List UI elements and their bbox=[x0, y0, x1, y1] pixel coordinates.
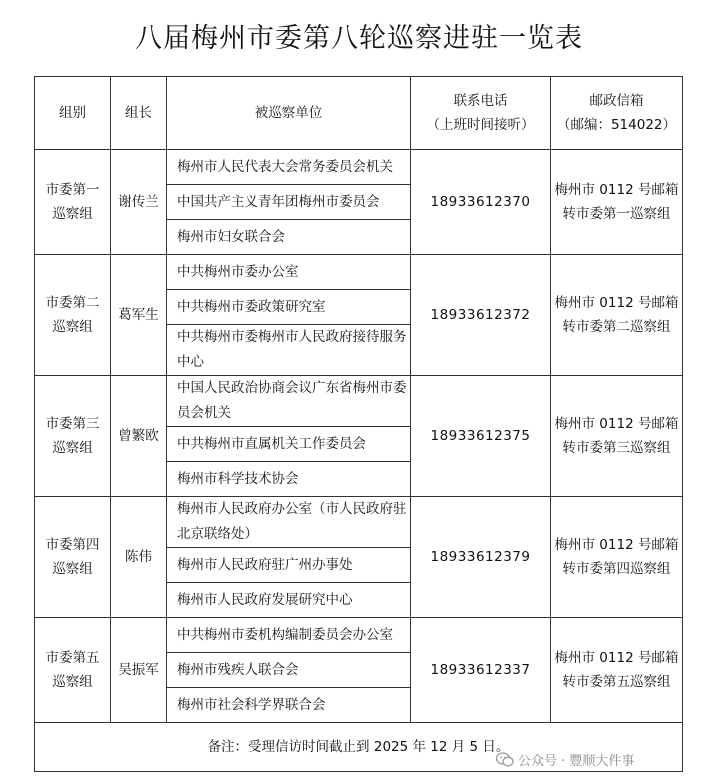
mailbox-line1: 梅州市 0112 号邮箱 bbox=[554, 416, 679, 432]
inspected-unit: 梅州市人民政府发展研究中心 bbox=[167, 583, 411, 618]
watermark-text: 公众号 · 豐顺大件事 bbox=[518, 754, 635, 769]
mailbox-line2: 转市委第五巡察组 bbox=[562, 674, 671, 690]
group-leader: 曾繁欧 bbox=[111, 376, 167, 497]
page-title: 八届梅州市委第八轮巡察进驻一览表 bbox=[135, 23, 583, 54]
postal-mailbox bbox=[551, 150, 683, 255]
inspected-unit: 中共梅州市直属机关工作委员会 bbox=[167, 427, 411, 462]
inspected-unit: 梅州市人民政府驻广州办事处 bbox=[167, 548, 411, 583]
mailbox-line1: 梅州市 0112 号邮箱 bbox=[554, 182, 679, 198]
inspection-table bbox=[34, 76, 683, 772]
inspected-unit: 梅州市人民代表大会常务委员会机关 bbox=[167, 150, 411, 185]
contact-phone: 18933612375 bbox=[411, 376, 551, 497]
header-leader: 组长 bbox=[111, 77, 167, 150]
group-name-line1: 市委第二 bbox=[45, 295, 100, 311]
header-row bbox=[35, 77, 683, 150]
group-name-line2: 巡察组 bbox=[52, 440, 93, 456]
group-name-line2: 巡察组 bbox=[52, 319, 93, 335]
table-row bbox=[35, 618, 683, 653]
group-name bbox=[35, 618, 111, 723]
mailbox-line2: 转市委第一巡察组 bbox=[562, 206, 671, 222]
contact-phone: 18933612370 bbox=[411, 150, 551, 255]
group-leader: 谢传兰 bbox=[111, 150, 167, 255]
contact-phone: 18933612379 bbox=[411, 497, 551, 618]
inspected-unit: 梅州市人民政府办公室（市人民政府驻北京联络处） bbox=[167, 497, 411, 548]
inspected-unit: 中共梅州市委办公室 bbox=[167, 255, 411, 290]
header-group: 组别 bbox=[35, 77, 111, 150]
postal-mailbox bbox=[551, 376, 683, 497]
wechat-icon bbox=[496, 752, 514, 768]
postal-mailbox bbox=[551, 618, 683, 723]
contact-phone: 18933612372 bbox=[411, 255, 551, 376]
watermark bbox=[496, 750, 634, 769]
table-row bbox=[35, 255, 683, 290]
mailbox-line2: 转市委第四巡察组 bbox=[562, 561, 671, 577]
header-phone bbox=[411, 77, 551, 150]
table-row bbox=[35, 497, 683, 548]
group-name-line1: 市委第三 bbox=[45, 416, 100, 432]
inspected-unit: 中国共产主义青年团梅州市委员会 bbox=[167, 185, 411, 220]
group-name-line2: 巡察组 bbox=[52, 206, 93, 222]
group-name-line1: 市委第一 bbox=[45, 182, 100, 198]
header-mail-line1: 邮政信箱 bbox=[589, 93, 644, 109]
group-leader: 吴振军 bbox=[111, 618, 167, 723]
inspected-unit: 梅州市社会科学界联合会 bbox=[167, 688, 411, 723]
group-name-line1: 市委第五 bbox=[45, 650, 100, 666]
group-name bbox=[35, 255, 111, 376]
group-name bbox=[35, 150, 111, 255]
postal-mailbox bbox=[551, 497, 683, 618]
inspected-unit: 中共梅州市委机构编制委员会办公室 bbox=[167, 618, 411, 653]
group-name bbox=[35, 497, 111, 618]
header-unit: 被巡察单位 bbox=[167, 77, 411, 150]
header-mail bbox=[551, 77, 683, 150]
contact-phone: 18933612337 bbox=[411, 618, 551, 723]
table-row bbox=[35, 376, 683, 427]
header-phone-line1: 联系电话 bbox=[453, 93, 508, 109]
group-name-line2: 巡察组 bbox=[52, 674, 93, 690]
postal-mailbox bbox=[551, 255, 683, 376]
header-mail-line2: （邮编：514022） bbox=[556, 117, 677, 133]
inspected-unit: 中共梅州市委梅州市人民政府接待服务中心 bbox=[167, 325, 411, 376]
table-row bbox=[35, 150, 683, 185]
inspected-unit: 梅州市残疾人联合会 bbox=[167, 653, 411, 688]
group-name-line2: 巡察组 bbox=[52, 561, 93, 577]
header-phone-line2: （上班时间接听） bbox=[426, 117, 535, 133]
inspected-unit: 中共梅州市委政策研究室 bbox=[167, 290, 411, 325]
note: 备注：受理信访时间截止到 2025 年 12 月 5 日。 bbox=[35, 723, 683, 772]
group-name bbox=[35, 376, 111, 497]
group-name-line1: 市委第四 bbox=[45, 537, 100, 553]
mailbox-line2: 转市委第三巡察组 bbox=[562, 440, 671, 456]
inspected-unit: 中国人民政治协商会议广东省梅州市委员会机关 bbox=[167, 376, 411, 427]
mailbox-line1: 梅州市 0112 号邮箱 bbox=[554, 537, 679, 553]
group-leader: 葛军生 bbox=[111, 255, 167, 376]
inspected-unit: 梅州市科学技术协会 bbox=[167, 462, 411, 497]
inspected-unit: 梅州市妇女联合会 bbox=[167, 220, 411, 255]
group-leader: 陈伟 bbox=[111, 497, 167, 618]
mailbox-line1: 梅州市 0112 号邮箱 bbox=[554, 295, 679, 311]
mailbox-line2: 转市委第二巡察组 bbox=[562, 319, 671, 335]
mailbox-line1: 梅州市 0112 号邮箱 bbox=[554, 650, 679, 666]
